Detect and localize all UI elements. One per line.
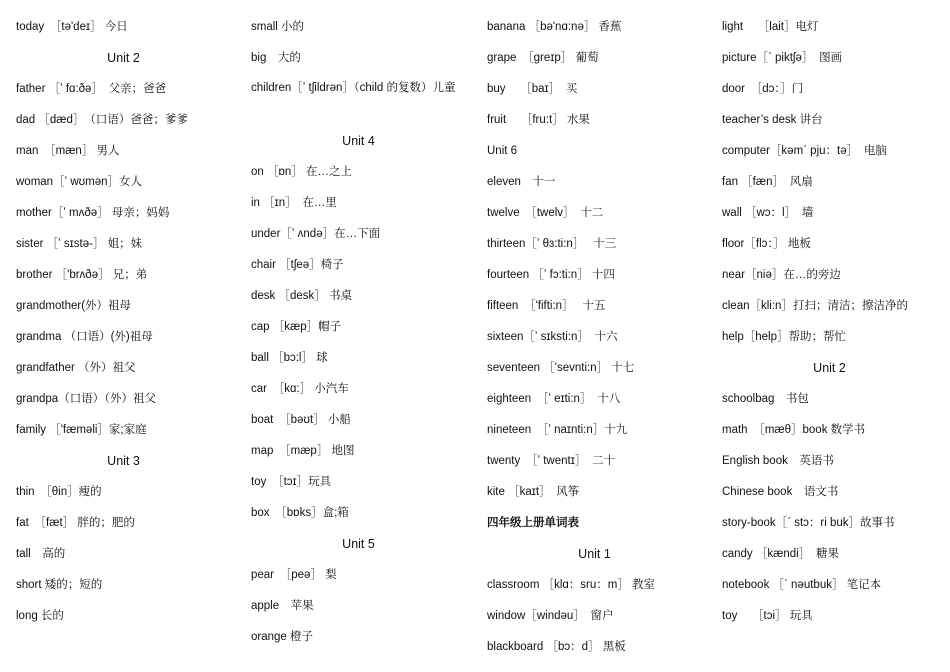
vocab-entry: seventeen ［'sevnti:n］ 十七 — [487, 362, 635, 374]
vocab-entry: near［niə］在…的旁边 — [722, 269, 841, 281]
vocab-entry: fifteen ［'fifti:n］ 十五 — [487, 300, 606, 312]
vocab-entry: grandmother(外）祖母 — [16, 300, 132, 312]
vocab-entry: on ［ɒn］ 在…之上 — [251, 166, 352, 178]
vocab-entry: man ［mæn］ 男人 — [16, 145, 120, 157]
column-4 — [722, 16, 937, 636]
vocab-entry: classroom ［klɑ：sru：m］ 教室 — [487, 579, 656, 591]
vocab-entry: Unit 6 — [487, 145, 518, 157]
vocab-entry: light ［lait］电灯 — [722, 21, 819, 33]
vocab-entry: box ［bɒks］盒;箱 — [251, 507, 349, 519]
vocab-entry: woman［ʼ wʊmən］女人 — [16, 176, 143, 188]
vocab-entry: teacher’s desk 讲台 — [722, 114, 823, 126]
unit-heading: Unit 4 — [342, 134, 375, 148]
vocab-entry: math ［mæθ］book 数学书 — [722, 424, 866, 436]
vocab-entry: fan ［fæn］ 风扇 — [722, 176, 813, 188]
vocab-entry: mother［ʼ mʌðə］ 母亲；妈妈 — [16, 207, 170, 219]
vocab-entry: buy ［baɪ］ 买 — [487, 83, 578, 95]
vocab-entry: under［ʼ ʌndə］在…下面 — [251, 228, 381, 240]
vocab-entry: grandpa（口语）（外）祖父 — [16, 393, 156, 405]
vocab-entry: sister ［ʼ sɪstə-］ 姐；妹 — [16, 238, 143, 250]
column-1 — [16, 16, 231, 636]
vocab-entry: pear ［peə］ 梨 — [251, 569, 337, 581]
vocab-entry: banana ［bə'nɑ:nə］ 香蕉 — [487, 21, 622, 33]
vocab-entry: apple 苹果 — [251, 600, 314, 612]
vocab-entry: grandma （口语）(外)祖母 — [16, 331, 153, 343]
column-3 — [487, 16, 702, 667]
vocab-entry: grandfather （外）祖父 — [16, 362, 136, 374]
vocab-entry: father ［ʼ fɑ:ðə］ 父亲；爸爸 — [16, 83, 167, 95]
vocab-entry: fat ［fæt］ 胖的；肥的 — [16, 517, 135, 529]
vocab-entry: eighteen ［ʼ eɪti:n］ 十八 — [487, 393, 621, 405]
vocab-entry: family ［'fæməli］家;家庭 — [16, 424, 147, 436]
vocab-entry: fruit ［fru:t］ 水果 — [487, 114, 590, 126]
vocab-entry: eleven 十一 — [487, 176, 556, 188]
unit-heading: Unit 2 — [107, 51, 140, 65]
vocab-entry: help［help］帮助；帮忙 — [722, 331, 846, 343]
vocab-entry: twenty ［ʼ twentɪ］ 二十 — [487, 455, 616, 467]
column-2 — [251, 16, 466, 657]
section-title: 四年级上册单词表 — [487, 517, 579, 529]
unit-heading: Unit 5 — [342, 537, 375, 551]
vocab-entry: nineteen ［ʼ naɪnti:n］十九 — [487, 424, 628, 436]
unit-heading: Unit 3 — [107, 454, 140, 468]
vocab-entry: toy ［tɔɪ］玩具 — [251, 476, 332, 488]
unit-heading: Unit 1 — [578, 547, 611, 561]
vocab-entry: Chinese book 语文书 — [722, 486, 839, 498]
vocab-entry: twelve ［twelv］ 十二 — [487, 207, 604, 219]
vocab-entry: today ［tə'deɪ］ 今日 — [16, 21, 128, 33]
vocab-entry: desk ［desk］ 书桌 — [251, 290, 352, 302]
vocab-entry: blackboard ［bɔ：d］ 黑板 — [487, 641, 626, 653]
vocab-entry: cap ［kæp］帽子 — [251, 321, 342, 333]
vocab-entry: fourteen ［ʼ fɔ:ti:n］ 十四 — [487, 269, 615, 281]
vocab-entry: big 大的 — [251, 52, 301, 64]
vocab-entry: picture［ˊ piktʃə］ 图画 — [722, 52, 843, 64]
vocab-entry: computer［kəmˊ pju：tə］ 电脑 — [722, 145, 887, 157]
vocab-entry: thirteen［ʼ θɜ:ti:n］ 十三 — [487, 238, 617, 250]
vocab-entry: floor［flɔ：］ 地板 — [722, 238, 811, 250]
vocab-entry: clean［kli:n］打扫；清洁；擦洁净的 — [722, 300, 908, 312]
vocab-entry: children［ʼ tʃildrən］（child 的复数）儿童 — [251, 82, 456, 94]
vocab-entry: in ［ɪn］ 在…里 — [251, 197, 337, 209]
vocab-entry: notebook ［ˊ nəutbuk］ 笔记本 — [722, 579, 882, 591]
vocab-entry: window［windəu］ 窗户 — [487, 610, 614, 622]
vocab-entry: chair ［tʃeə］椅子 — [251, 259, 344, 271]
vocab-entry: brother ［'brʌðə］ 兄；弟 — [16, 269, 148, 281]
vocab-entry: boat ［bəʊt］ 小船 — [251, 414, 351, 426]
vocab-entry: map ［mæp］ 地图 — [251, 445, 355, 457]
vocab-entry: schoolbag 书包 — [722, 393, 809, 405]
vocab-entry: wall ［wɔ：l］ 墙 — [722, 207, 814, 219]
vocab-entry: story-book［ˊ stɔ：ri buk］故事书 — [722, 517, 895, 529]
vocab-entry: candy ［kændi］ 糖果 — [722, 548, 839, 560]
unit-heading: Unit 2 — [813, 361, 846, 375]
vocab-entry: car ［kɑ:］ 小汽车 — [251, 383, 349, 395]
vocab-entry: tall 高的 — [16, 548, 66, 560]
vocab-entry: English book 英语书 — [722, 455, 834, 467]
vocab-entry: kite ［kaɪt］ 风筝 — [487, 486, 580, 498]
vocab-entry: thin ［θin］瘦的 — [16, 486, 102, 498]
vocab-entry: ball ［bɔ:l］ 球 — [251, 352, 328, 364]
vocab-entry: door ［dɔ：］门 — [722, 83, 804, 95]
vocab-entry: orange 橙子 — [251, 631, 314, 643]
vocab-entry: sixteen［ʼ sɪksti:n］ 十六 — [487, 331, 618, 343]
vocab-entry: long 长的 — [16, 610, 64, 622]
vocab-entry: toy ［tɔi］ 玩具 — [722, 610, 813, 622]
vocab-entry: grape ［greɪp］ 葡萄 — [487, 52, 599, 64]
vocab-entry: short 矮的；短的 — [16, 579, 103, 591]
vocab-entry: small 小的 — [251, 21, 305, 33]
vocab-entry: dad ［dæd］ （口语）爸爸；爹爹 — [16, 114, 188, 126]
